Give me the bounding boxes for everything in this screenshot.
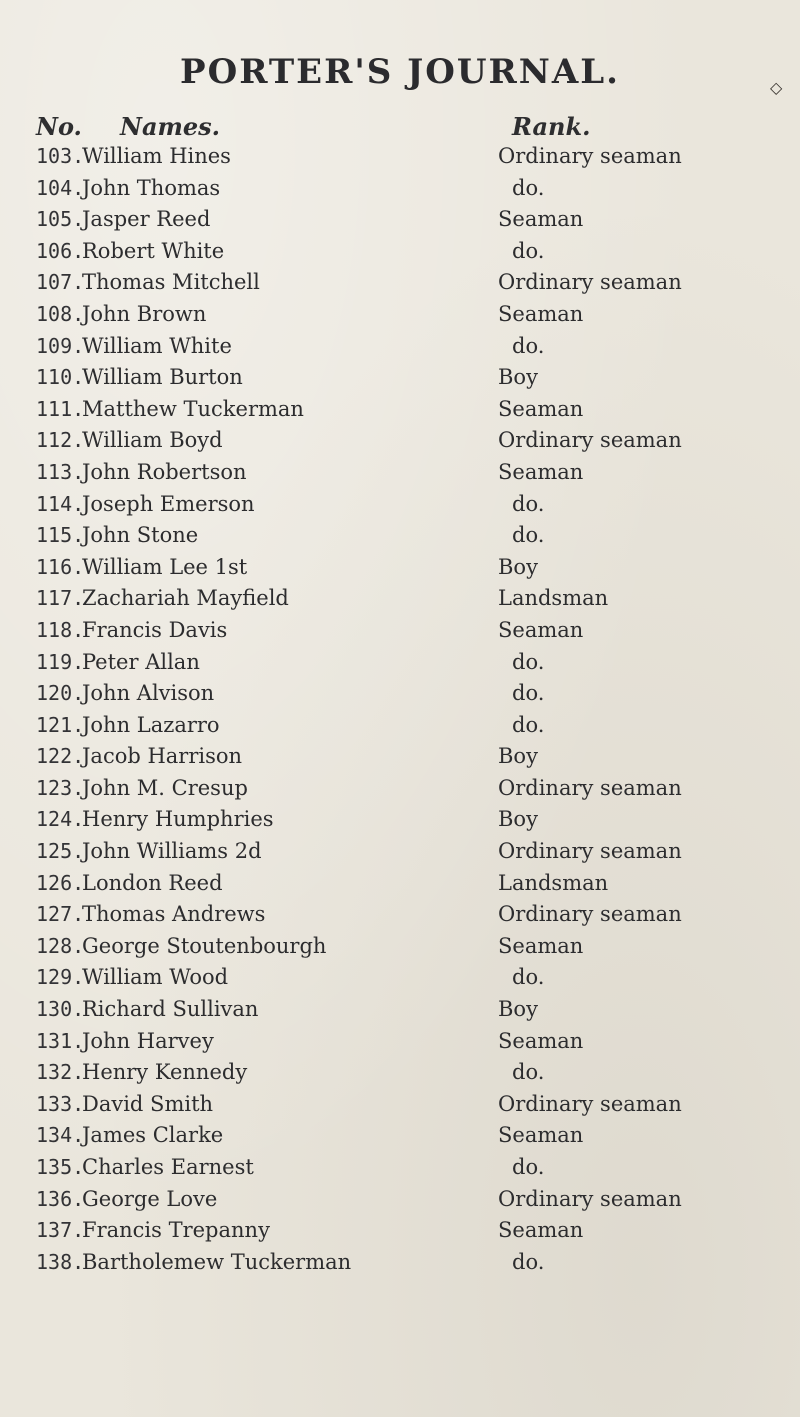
column-header-no: No. (36, 112, 82, 141)
roster-number: 125. (36, 839, 85, 864)
roster-name: John Lazarro (82, 712, 220, 737)
roster-rank: do. (512, 523, 545, 548)
roster-rank: Seaman (498, 617, 584, 642)
roster-number: 104. (36, 175, 85, 200)
roster-row (0, 899, 800, 931)
roster-name: William Boyd (82, 428, 223, 453)
roster-row (0, 394, 800, 426)
roster-rank: do. (512, 1155, 545, 1179)
roster-number: 113. (36, 459, 85, 484)
roster-name: Zachariah Mayfield (82, 586, 289, 611)
roster-name: William Wood (82, 965, 229, 990)
roster-row (0, 962, 800, 994)
roster-row (0, 994, 800, 1026)
roster-name: James Clarke (82, 1123, 224, 1148)
roster-number: 129. (36, 965, 85, 990)
roster-rank: Boy (498, 365, 538, 390)
roster-number: 110. (36, 365, 85, 390)
roster-rank: do. (512, 1060, 545, 1085)
roster-row (0, 868, 800, 900)
roster-name: David Smith (82, 1091, 214, 1116)
roster-name: William Lee 1st (82, 554, 248, 579)
roster-row (0, 425, 800, 457)
roster-number: 130. (36, 997, 85, 1022)
ink-mark: ◇ (770, 78, 783, 97)
roster-rank: Ordinary seaman (498, 1091, 682, 1116)
roster-row (0, 173, 800, 205)
roster-row (0, 741, 800, 773)
roster-rank: Landsman (498, 870, 609, 895)
roster-rank: Seaman (498, 1218, 584, 1243)
roster-name: Richard Sullivan (82, 997, 259, 1022)
roster-number: 119. (36, 649, 85, 674)
roster-number: 121. (36, 712, 85, 737)
roster-number: 120. (36, 681, 85, 706)
roster-number: 111. (36, 396, 85, 421)
roster-number: 112. (36, 428, 85, 453)
roster-name: William Hines (82, 144, 231, 168)
roster-name: Thomas Mitchell (82, 270, 260, 295)
roster-name: John Thomas (82, 175, 221, 200)
roster-number: 122. (36, 744, 85, 769)
roster-name: John Williams 2d (82, 839, 262, 864)
roster-rank: Boy (498, 997, 538, 1022)
roster-name: Peter Allan (82, 649, 200, 674)
roster-name: John Brown (82, 301, 207, 326)
roster-name: London Reed (82, 870, 223, 895)
roster-row (0, 1057, 800, 1089)
roster-number: 126. (36, 870, 85, 895)
roster-row (0, 836, 800, 868)
column-header-rank: Rank. (512, 112, 591, 141)
roster-row (0, 804, 800, 836)
roster-row (0, 1089, 800, 1121)
roster-rank: Ordinary seaman (498, 270, 682, 295)
roster-name: John Robertson (82, 459, 247, 484)
roster-number: 133. (36, 1091, 85, 1116)
roster-number: 116. (36, 554, 85, 579)
roster-rank: Ordinary seaman (498, 775, 682, 800)
roster-number: 124. (36, 807, 85, 832)
roster-number: 131. (36, 1028, 85, 1053)
roster-row (0, 1120, 800, 1152)
roster-rank: Boy (498, 744, 538, 769)
roster-rank: Ordinary seaman (498, 428, 682, 453)
roster-name: William Burton (82, 365, 243, 390)
roster-rank: Seaman (498, 459, 584, 484)
roster-row (0, 204, 800, 236)
roster-rank: do. (512, 491, 545, 516)
roster-rank: Landsman (498, 586, 609, 611)
roster-rank: Seaman (498, 207, 584, 232)
roster-rank: do. (512, 333, 545, 358)
roster-number: 138. (36, 1249, 85, 1274)
roster-rank: Seaman (498, 301, 584, 326)
roster-row (0, 299, 800, 331)
roster-number: 109. (36, 333, 85, 358)
roster-name: Jacob Harrison (82, 744, 243, 769)
roster-rank: do. (512, 681, 545, 706)
roster-number: 132. (36, 1060, 85, 1085)
roster-name: John Stone (82, 523, 199, 548)
roster-rank: Ordinary seaman (498, 902, 682, 927)
roster-name: Bartholemew Tuckerman (82, 1249, 352, 1274)
roster-name: Joseph Emerson (82, 491, 255, 516)
roster-row (0, 615, 800, 647)
roster-name: Francis Davis (82, 617, 228, 642)
roster-rank: do. (512, 175, 545, 200)
roster-number: 128. (36, 933, 85, 958)
roster-rank: Ordinary seaman (498, 144, 682, 168)
roster-number: 135. (36, 1155, 85, 1179)
roster-row (0, 520, 800, 552)
roster-rank: do. (512, 965, 545, 990)
roster-row (0, 931, 800, 963)
roster-row (0, 1247, 800, 1279)
roster-row (0, 362, 800, 394)
roster-rank: Ordinary seaman (498, 1186, 682, 1211)
roster-row (0, 678, 800, 710)
roster-name: John Harvey (82, 1028, 214, 1053)
roster-name: Robert White (82, 238, 225, 263)
roster-list (0, 141, 800, 1278)
roster-rank: do. (512, 712, 545, 737)
roster-row (0, 1215, 800, 1247)
roster-number: 108. (36, 301, 85, 326)
roster-name: George Stoutenbourgh (82, 933, 327, 958)
roster-name: Henry Kennedy (82, 1060, 248, 1085)
roster-row (0, 583, 800, 615)
roster-row (0, 141, 800, 173)
roster-name: Henry Humphries (82, 807, 274, 832)
roster-row (0, 1152, 800, 1184)
roster-row (0, 331, 800, 363)
roster-rank: Boy (498, 554, 538, 579)
roster-rank: Seaman (498, 1028, 584, 1053)
roster-number: 118. (36, 617, 85, 642)
roster-row (0, 457, 800, 489)
roster-rank: Ordinary seaman (498, 839, 682, 864)
roster-number: 106. (36, 238, 85, 263)
roster-number: 105. (36, 207, 85, 232)
roster-name: John Alvison (82, 681, 215, 706)
roster-name: Thomas Andrews (82, 902, 266, 927)
roster-row (0, 489, 800, 521)
roster-number: 123. (36, 775, 85, 800)
roster-name: John M. Cresup (82, 775, 248, 800)
roster-row (0, 1026, 800, 1058)
roster-rank: do. (512, 1249, 545, 1274)
roster-number: 117. (36, 586, 85, 611)
roster-name: Francis Trepanny (82, 1218, 270, 1243)
roster-rank: do. (512, 238, 545, 263)
roster-number: 136. (36, 1186, 85, 1211)
roster-row (0, 647, 800, 679)
roster-number: 127. (36, 902, 85, 927)
roster-name: Jasper Reed (82, 207, 211, 232)
roster-name: William White (82, 333, 232, 358)
roster-number: 103. (36, 144, 85, 168)
roster-number: 115. (36, 523, 85, 548)
roster-number: 114. (36, 491, 85, 516)
roster-number: 137. (36, 1218, 85, 1243)
roster-name: Charles Earnest (82, 1155, 254, 1179)
column-header-names: Names. (120, 112, 221, 141)
roster-row (0, 236, 800, 268)
roster-rank: do. (512, 649, 545, 674)
roster-rank: Seaman (498, 1123, 584, 1148)
roster-row (0, 1184, 800, 1216)
roster-rank: Boy (498, 807, 538, 832)
roster-rank: Seaman (498, 396, 584, 421)
running-head: PORTER'S JOURNAL. (180, 52, 620, 92)
roster-rank: Seaman (498, 933, 584, 958)
roster-name: Matthew Tuckerman (82, 396, 304, 421)
roster-number: 134. (36, 1123, 85, 1148)
roster-number: 107. (36, 270, 85, 295)
roster-name: George Love (82, 1186, 218, 1211)
roster-row (0, 710, 800, 742)
roster-row (0, 552, 800, 584)
roster-row (0, 267, 800, 299)
roster-row (0, 773, 800, 805)
